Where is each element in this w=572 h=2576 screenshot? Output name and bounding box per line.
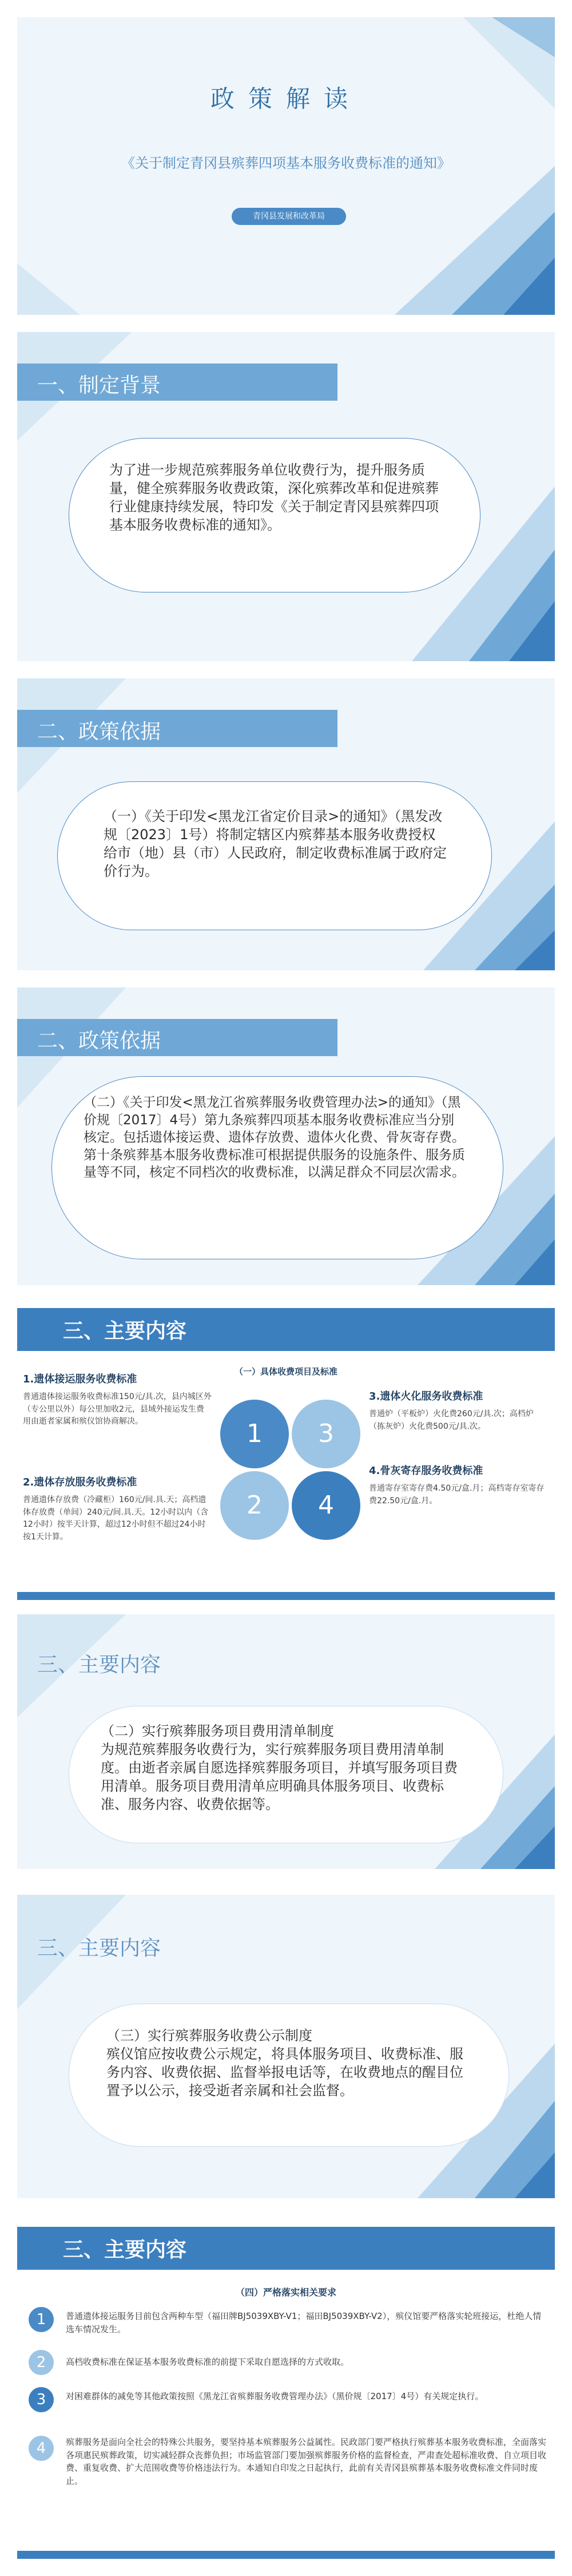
cover-panel: [17, 17, 555, 315]
section-heading: 三、主要内容: [63, 2238, 187, 2262]
requirement-number: 4: [29, 2436, 54, 2461]
requirement-number: 1: [29, 2307, 54, 2332]
fee-item-body: 普通寄存室寄存费4.50元/盒.月；高档寄存室寄存费22.50元/盒.月。: [369, 1484, 545, 1506]
fee-center-title: （一）具体收费项目及标准: [234, 1366, 337, 1377]
section-header-strip: [17, 2227, 555, 2270]
requirement-number: 2: [29, 2350, 54, 2375]
section-body: （三）实行殡葬服务收费公示制度 殡仪馆应按收费公示规定，将具体服务项目、收费标准、服务内容、收费依据、监督举报电话等，在收费地点的醒目位置予以公示，接受逝者亲属和社会监督。: [106, 2028, 463, 2099]
fee-item-body: 普通遗体存放费（冷藏柜）160元/间.具.天；高档遗体存放费（单间）240元/间.具.天。12小时以内（含12小时）按半天计算，超过12小时但不超过24小时按1天计算。: [23, 1495, 209, 1542]
cover-title: 政策解读: [210, 85, 362, 113]
requirement-text: 殡葬服务是面向全社会的特殊公共服务，要坚持基本殡葬服务公益属性。民政部门要严格执行殡葬基本服务收费标准，全面落实各项惠民殡葬政策，切实减轻群众丧葬负担；市场监管部门要加强殡葬服务价格的监督检查，严肃查处超标准收费、自立项目收费、重复收费、扩大范围收费等价格违法行为。本通知自印发之日起执行，此前有关青冈县殡葬基本服务收费标准文件同时废止。: [66, 2437, 547, 2486]
section-heading: 二、政策依据: [37, 720, 161, 744]
requirement-number: 3: [29, 2387, 54, 2412]
section-heading: 三、主要内容: [37, 1653, 161, 1677]
content-bubble: [51, 1076, 503, 1259]
fee-item-body: 普通遗体接运服务收费标准150元/具.次，县内城区外（专公里以外）每公里加收2元，县域外接运发生费用由逝者家属和殡仪馆协商解决。: [23, 1392, 212, 1427]
basis-panel-1: [17, 678, 555, 970]
fee-circle-4: 4: [292, 1471, 360, 1540]
section-body: （一）《关于印发<黑龙江省定价目录>的通知》（黑发改规〔2023〕1号）将制定辖区内殡葬基本服务收费授权给市（地）县（市）人民政府，制定收费标准属于政府定价行为。: [104, 808, 447, 879]
content-bubble: [69, 2004, 509, 2147]
section-heading: 三、主要内容: [37, 1937, 161, 1960]
fee-circle-3: 3: [292, 1400, 360, 1468]
basis-panel-2: [17, 987, 555, 1285]
content-bubble: [57, 781, 492, 930]
requirements-subtitle: （四）严格落实相关要求: [235, 2287, 336, 2298]
fee-circle-1: 1: [220, 1400, 289, 1468]
requirement-text: 高档收费标准在保证基本服务收费标准的前提下采取自愿选择的方式收取。: [66, 2357, 349, 2367]
section-heading: 一、制定背景: [37, 374, 161, 397]
requirement-text: 普通遗体接运服务目前包含两种车型（福田牌BJ5039XBY-V1；福田BJ5039XBY-V2），殡仪馆要严格落实轮班接运，杜绝人情选车情况发生。: [66, 2311, 542, 2334]
bottom-bar: [17, 1592, 555, 1600]
fee-circle-2: 2: [220, 1471, 289, 1540]
section-header: [17, 364, 337, 401]
content-bubble: [69, 438, 480, 592]
bottom-bar: [17, 2551, 555, 2559]
requirement-text: 对困难群体的减免等其他政策按照《黑龙江省殡葬服务收费管理办法》（黑价规〔2017〕4号）有关规定执行。: [66, 2391, 484, 2401]
issuer-badge: 青冈县发展和改革局: [232, 208, 346, 225]
background-panel: [17, 332, 555, 661]
content-panel-requirements: [17, 2215, 555, 2559]
section-header: [17, 1019, 337, 1056]
section-body: 为了进一步规范殡葬服务单位收费行为，提升服务质量，健全殡葬服务收费政策，深化殡葬改革和促进殡葬行业健康持续发展，特印发《关于制定青冈县殡葬四项基本服务收费标准的通知》。: [109, 462, 439, 533]
section-header-strip: [17, 1308, 555, 1351]
section-heading: 三、主要内容: [63, 1319, 187, 1343]
fee-item-title: 4.骨灰寄存服务收费标准: [369, 1465, 483, 1477]
section-heading: 二、政策依据: [37, 1029, 161, 1053]
content-panel-publicity: [17, 1895, 555, 2198]
content-panel-list: [17, 1614, 555, 1869]
section-body: （二）《关于印发<黑龙江省殡葬服务收费管理办法>的通知》（黑价规〔2017〕4号）第九条殡葬四项基本服务收费标准应当分别核定。包括遗体接运费、遗体存放费、遗体火化费、骨灰寄存费。第十条殡葬基本服务收费标准可根据提供服务的设施条件、服务质量等不同，核定不同档次的收费标准，以满足群众不同层次需求。: [84, 1095, 465, 1180]
fee-item-title: 1.遗体接运服务收费标准: [23, 1373, 137, 1385]
section-body: （二）实行殡葬服务项目费用清单制度 为规范殡葬服务收费行为，实行殡葬服务项目费用清单制度。由逝者亲属自愿选择殡葬服务项目，并填写服务项目费用清单。服务项目费用清单应明确具体服务项目、收费标准、服务内容、收费依据等。: [101, 1723, 458, 1812]
fee-item-title: 2.遗体存放服务收费标准: [23, 1476, 137, 1488]
fee-item-title: 3.遗体火化服务收费标准: [369, 1390, 483, 1402]
section-header: [17, 710, 337, 747]
fee-item-body: 普通炉（平板炉）火化费260元/具.次；高档炉（拣灰炉）火化费500元/具.次。: [369, 1409, 534, 1431]
content-panel-fees: [17, 1297, 555, 1600]
content-bubble: [69, 1706, 503, 1843]
cover-subtitle: 《关于制定青冈县殡葬四项基本服务收费标准的通知》: [121, 155, 451, 171]
